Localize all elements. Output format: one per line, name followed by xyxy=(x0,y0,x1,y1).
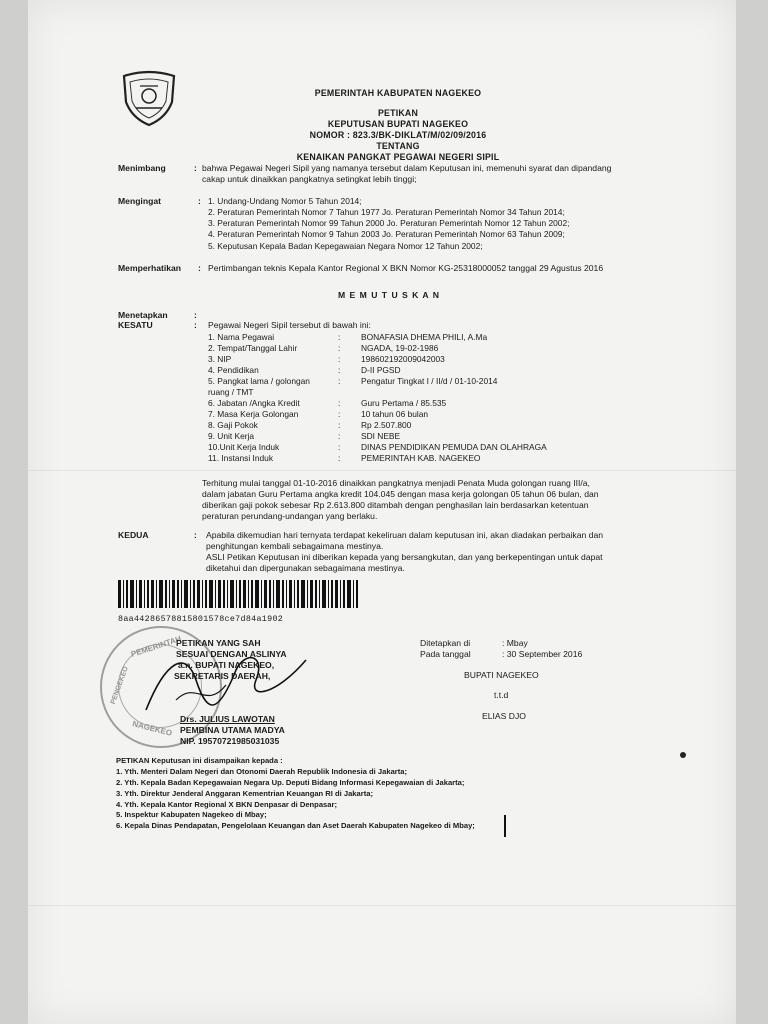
ink-spot xyxy=(680,752,686,758)
memutuskan-heading: M E M U T U S K A N xyxy=(338,290,440,300)
kesatu-label: KESATU xyxy=(118,320,153,330)
mengingat-item: 1. Undang-Undang Nomor 5 Tahun 2014; xyxy=(208,196,362,206)
kedua-label: KEDUA xyxy=(118,530,149,540)
field-value: PEMERINTAH KAB. NAGEKEO xyxy=(361,453,481,463)
signing-place-label: Ditetapkan di xyxy=(420,638,471,648)
field-value: DINAS PENDIDIKAN PEMUDA DAN OLAHRAGA xyxy=(361,442,547,452)
kesatu-paragraph-line: diberikan gaji pokok sebesar Rp 2.613.800 ditambah dengan penghasilan lain berdasarkan ketentuan xyxy=(202,500,589,510)
barcode-icon xyxy=(118,580,358,614)
signing-office: BUPATI NAGEKEO xyxy=(464,670,539,680)
distribution-item: 4. Yth. Kepala Kantor Regional X BKN Denpasar di Denpasar; xyxy=(116,800,337,809)
field-sep: : xyxy=(338,442,341,452)
memperhatikan-colon: : xyxy=(198,263,201,273)
field-sep: : xyxy=(338,365,341,375)
field-sep: : xyxy=(338,354,341,364)
signing-date-label: Pada tanggal xyxy=(420,649,471,659)
field-label: ruang / TMT xyxy=(208,387,254,397)
field-sep: : xyxy=(338,332,341,342)
field-label: 10.Unit Kerja Induk xyxy=(208,442,280,452)
signing-date: : 30 September 2016 xyxy=(502,649,583,659)
field-label: 6. Jabatan /Angka Kredit xyxy=(208,398,300,408)
official-name: Drs. JULIUS LAWOTAN xyxy=(180,714,275,724)
kedua-line: diketahui dan dipergunakan sebagaimana mestinya. xyxy=(206,563,405,573)
kesatu-intro: Pegawai Negeri Sipil tersebut di bawah ini: xyxy=(208,320,371,330)
field-label: 2. Tempat/Tanggal Lahir xyxy=(208,343,298,353)
kesatu-paragraph-line: dalam jabatan Guru Pertama angka kredit 104.045 dengan masa kerja golongan 05 tahun 06 bulan, dan xyxy=(202,489,599,499)
copy-line: a.n. BUPATI NAGEKEO, xyxy=(178,660,275,670)
memperhatikan-label: Memperhatikan xyxy=(118,263,182,273)
kesatu-paragraph-line: Terhitung mulai tanggal 01-10-2016 dinaikkan pangkatnya menjadi Penata Muda golongan ruang III/a, xyxy=(202,478,590,488)
field-label: 4. Pendidikan xyxy=(208,365,259,375)
field-label: 11. Instansi Induk xyxy=(208,453,274,463)
menimbang-line: bahwa Pegawai Negeri Sipil yang namanya tersebut dalam Keputusan ini, memenuhi syarat dan dipandang xyxy=(202,163,612,173)
field-label: 1. Nama Pegawai xyxy=(208,332,275,342)
field-label: 9. Unit Kerja xyxy=(208,431,255,441)
field-label: 7. Masa Kerja Golongan xyxy=(208,409,299,419)
field-sep: : xyxy=(338,453,341,463)
field-label: 5. Pangkat lama / golongan xyxy=(208,376,310,386)
field-sep: : xyxy=(338,420,341,430)
field-value: NGADA, 19-02-1986 xyxy=(361,343,439,353)
field-value: Pengatur Tingkat I / II/d / 01-10-2014 xyxy=(361,376,498,386)
decree-subject: KENAIKAN PANGKAT PEGAWAI NEGERI SIPIL xyxy=(296,152,500,162)
menimbang-colon: : xyxy=(194,163,197,173)
petikan-title: PETIKAN xyxy=(377,108,418,118)
kedua-line: penghitungan kembali sebagaimana mestinya. xyxy=(206,541,384,551)
kedua-line: Apabila dikemudian hari ternyata terdapat kekeliruan dalam keputusan ini, akan diadakan perbaikan dan xyxy=(206,530,604,540)
stamp-text: PEMERINTAH xyxy=(129,634,183,659)
mengingat-item: 3. Peraturan Pemerintah Nomor 99 Tahun 2000 Jo. Peraturan Pemerintah Nomor 12 Tahun 2002; xyxy=(208,218,570,228)
field-sep: : xyxy=(338,409,341,419)
mengingat-item: 4. Peraturan Pemerintah Nomor 9 Tahun 2003 Jo. Peraturan Pemerintah Nomor 63 Tahun 2009; xyxy=(208,229,565,239)
field-value: D-II PGSD xyxy=(361,365,401,375)
copy-line: SEKRETARIS DAERAH, xyxy=(174,671,271,681)
mengingat-colon: : xyxy=(198,196,201,206)
signing-place: : Mbay xyxy=(502,638,528,648)
field-sep: : xyxy=(338,343,341,353)
menimbang-line: cakap untuk dinaikkan pangkatnya setingkat lebih tinggi; xyxy=(202,174,417,184)
field-value: Rp 2.507.800 xyxy=(361,420,412,430)
document-page xyxy=(28,0,736,1024)
kesatu-paragraph-line: peraturan perundang-undangan yang berlaku. xyxy=(202,511,378,521)
mengingat-label: Mengingat xyxy=(118,196,161,206)
signing-ttd: t.t.d xyxy=(494,690,509,700)
decree-title: KEPUTUSAN BUPATI NAGEKEO xyxy=(327,119,469,129)
kedua-line: ASLI Petikan Keputusan ini diberikan kepada yang bersangkutan, dan yang berkepentingan untuk dapat xyxy=(206,552,603,562)
field-sep: : xyxy=(338,398,341,408)
kesatu-colon: : xyxy=(194,320,197,330)
mengingat-item: 5. Keputusan Kepala Badan Kepegawaian Negara Nomor 12 Tahun 2002; xyxy=(208,241,483,251)
menimbang-label: Menimbang xyxy=(118,163,166,173)
field-value: 198602192009042003 xyxy=(361,354,445,364)
official-nip: NIP. 19570721985031035 xyxy=(180,736,280,746)
menetapkan-label: Menetapkan xyxy=(118,310,168,320)
field-value: BONAFASIA DHEMA PHILI, A.Ma xyxy=(361,332,488,342)
official-rank: PEMBINA UTAMA MADYA xyxy=(180,725,285,735)
field-value: SDI NEBE xyxy=(361,431,401,441)
copy-line: SESUAI DENGAN ASLINYA xyxy=(176,649,287,659)
field-label: 8. Gaji Pokok xyxy=(208,420,258,430)
stamp-text: PENGEKEO xyxy=(109,665,130,706)
page-fold xyxy=(28,905,736,906)
field-value: Guru Pertama / 85.535 xyxy=(361,398,447,408)
mengingat-item: 2. Peraturan Pemerintah Nomor 7 Tahun 1977 Jo. Peraturan Pemerintah Nomor 34 Tahun 2014; xyxy=(208,207,565,217)
government-title: PEMERINTAH KABUPATEN NAGEKEO xyxy=(314,88,482,98)
distribution-item: 6. Kepala Dinas Pendapatan, Pengelolaan Keuangan dan Aset Daerah Kabupaten Nagekeo di Mbay; xyxy=(116,821,475,830)
field-value: 10 tahun 06 bulan xyxy=(361,409,429,419)
distribution-item: 5. Inspektur Kabupaten Nagekeo di Mbay; xyxy=(116,810,267,819)
memperhatikan-text: Pertimbangan teknis Kepala Kantor Regional X BKN Nomor KG-25318000052 tanggal 29 Agustus 2016 xyxy=(208,263,604,273)
distribution-item: 3. Yth. Direktur Jenderal Anggaran Kementrian Keuangan RI di Jakarta; xyxy=(116,789,373,798)
field-sep: : xyxy=(338,431,341,441)
menetapkan-colon: : xyxy=(194,310,197,320)
about-label: TENTANG xyxy=(376,141,420,151)
ink-mark xyxy=(504,815,506,837)
kedua-colon: : xyxy=(194,530,197,540)
distribution-intro: PETIKAN Keputusan ini disampaikan kepada : xyxy=(116,756,283,765)
barcode-text: 8aa44286578815801578ce7d84a1902 xyxy=(118,614,284,624)
page-fold xyxy=(28,470,736,471)
stamp-text: NAGEKEO xyxy=(131,719,173,738)
copy-line: PETIKAN YANG SAH xyxy=(176,638,261,648)
decree-number: NOMOR : 823.3/BK-DIKLAT/M/02/09/2016 xyxy=(309,130,487,140)
distribution-item: 2. Yth. Kepala Badan Kepegawaian Negara Up. Deputi Bidang Informasi Kepegawaian di Jakarta; xyxy=(116,778,465,787)
signing-name: ELIAS DJO xyxy=(482,711,526,721)
distribution-item: 1. Yth. Menteri Dalam Negeri dan Otonomi Daerah Republik Indonesia di Jakarta; xyxy=(116,767,408,776)
field-sep: : xyxy=(338,376,341,386)
coat-of-arms-icon xyxy=(116,68,182,128)
field-label: 3. NIP xyxy=(208,354,232,364)
